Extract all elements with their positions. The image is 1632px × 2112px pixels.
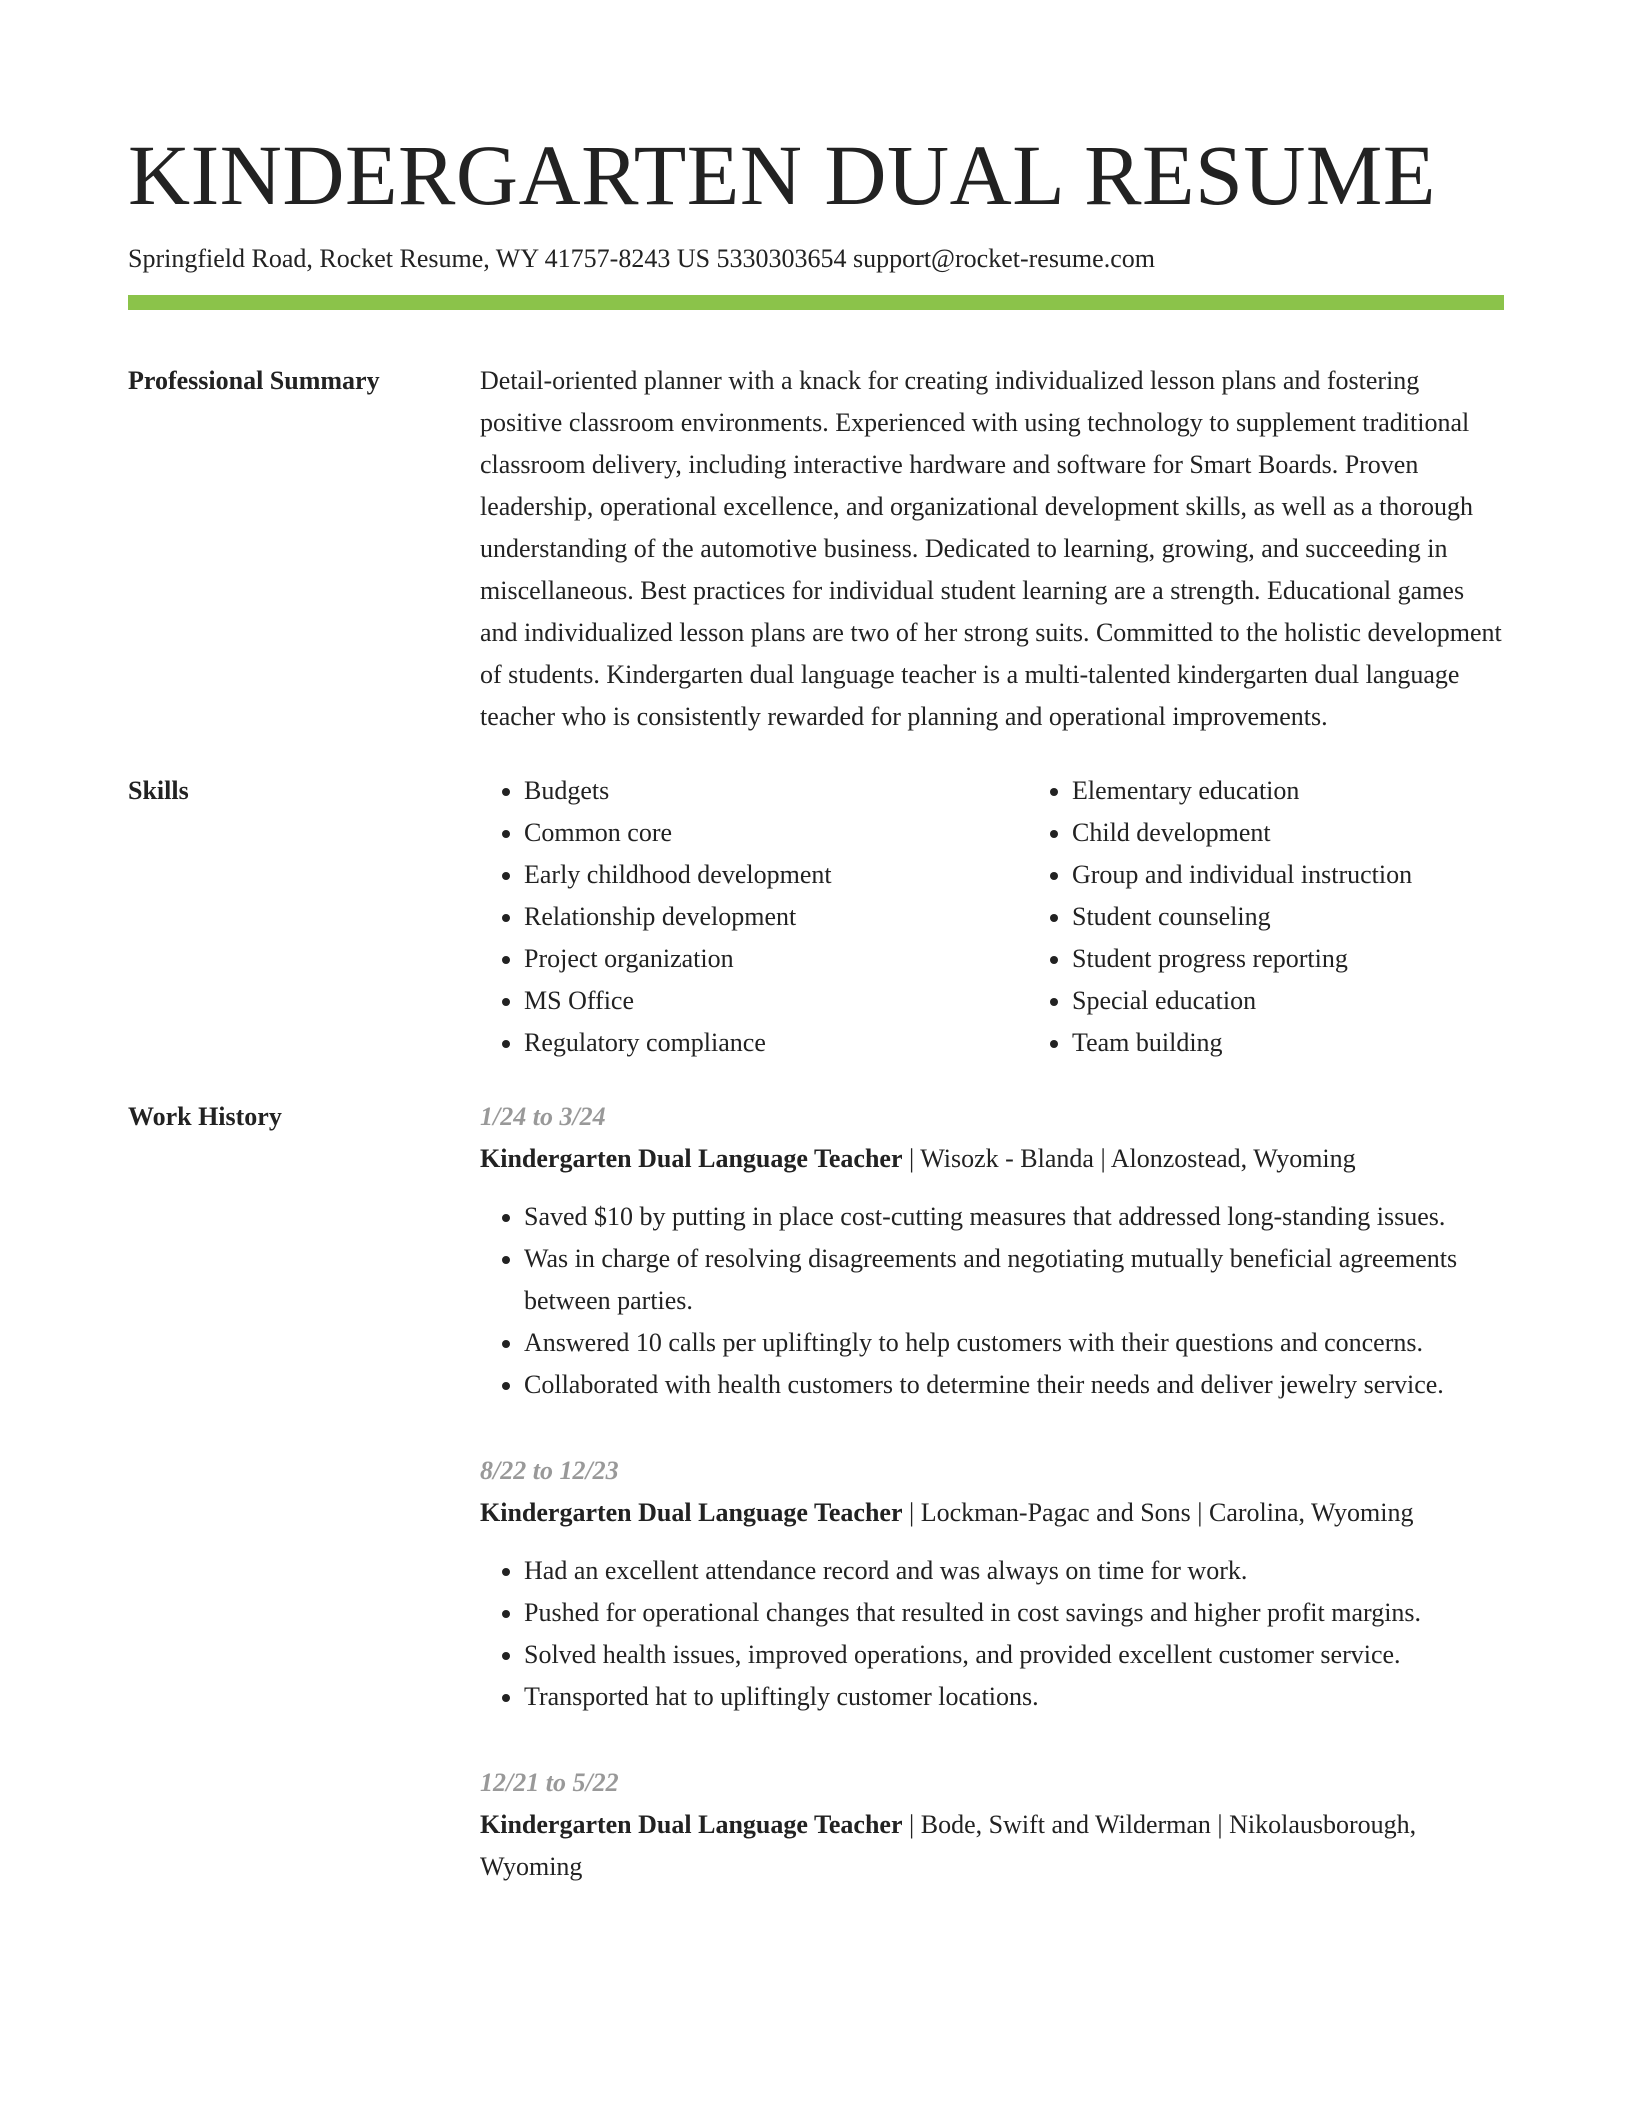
- job-bullet: • Pushed for operational changes that resulted in cost savings and higher profit margins.: [524, 1592, 1504, 1634]
- summary-section: [128, 360, 1504, 738]
- skill-item: • Common core: [524, 812, 1028, 854]
- job-heading: [480, 1804, 1504, 1888]
- job-bullet: • Saved $10 by putting in place cost-cutting measures that addressed long-standing issues.: [524, 1196, 1504, 1238]
- job-bullets: [480, 1196, 1504, 1406]
- job-title: Kindergarten Dual Language Teacher: [480, 1497, 903, 1527]
- work-history-body: [480, 1096, 1504, 1932]
- skill-item: • Early childhood development: [524, 854, 1028, 896]
- job-entry: [480, 1450, 1504, 1718]
- skill-item: • Student progress reporting: [1072, 938, 1576, 980]
- job-separator: |: [902, 1497, 921, 1527]
- skills-list-left: [480, 770, 1028, 1064]
- skill-item: • Special education: [1072, 980, 1576, 1022]
- job-bullet: • Solved health issues, improved operations, and provided excellent customer service.: [524, 1634, 1504, 1676]
- skill-item: • Group and individual instruction: [1072, 854, 1576, 896]
- job-dates: 8/22 to 12/23: [480, 1455, 619, 1485]
- job-bullet: • Answered 10 calls per upliftingly to help customers with their questions and concerns.: [524, 1322, 1504, 1364]
- job-details: Bode, Swift and Wilderman | Nikolausborough, Wyoming: [480, 1809, 1417, 1881]
- job-title: Kindergarten Dual Language Teacher: [480, 1809, 903, 1839]
- job-entry: [480, 1762, 1504, 1888]
- job-details: Lockman-Pagac and Sons | Carolina, Wyoming: [920, 1497, 1414, 1527]
- summary-label: Professional Summary: [128, 365, 380, 395]
- job-heading: [480, 1138, 1504, 1180]
- job-heading: [480, 1492, 1504, 1534]
- contact-line: Springfield Road, Rocket Resume, WY 41757-8243 US 5330303654 support@rocket-resume.com: [128, 244, 1155, 273]
- job-bullet: • Collaborated with health customers to determine their needs and deliver jewelry service.: [524, 1364, 1504, 1406]
- skill-item: • Project organization: [524, 938, 1028, 980]
- job-bullet: • Had an excellent attendance record and was always on time for work.: [524, 1550, 1504, 1592]
- skill-item: • MS Office: [524, 980, 1028, 1022]
- job-entry: [480, 1096, 1504, 1406]
- resume-title: KINDERGARTEN DUAL RESUME: [128, 127, 1436, 223]
- job-bullet: • Was in charge of resolving disagreements and negotiating mutually beneficial agreements between parties.: [524, 1238, 1504, 1322]
- work-history-section: [128, 1096, 1504, 1932]
- job-separator: |: [902, 1143, 921, 1173]
- skill-item: • Child development: [1072, 812, 1576, 854]
- job-separator: |: [902, 1809, 921, 1839]
- accent-divider: [128, 295, 1504, 310]
- skills-list-right: [1028, 770, 1576, 1064]
- job-dates: 1/24 to 3/24: [480, 1101, 606, 1131]
- skills-section: [128, 770, 1504, 1064]
- work-history-label: Work History: [128, 1101, 282, 1131]
- job-details: Wisozk - Blanda | Alonzostead, Wyoming: [920, 1143, 1356, 1173]
- job-bullet: • Transported hat to upliftingly customer locations.: [524, 1676, 1504, 1718]
- skill-item: • Relationship development: [524, 896, 1028, 938]
- skills-columns: [480, 770, 1576, 1064]
- skill-item: • Elementary education: [1072, 770, 1576, 812]
- job-dates: 12/21 to 5/22: [480, 1767, 619, 1797]
- job-bullets: [480, 1550, 1504, 1718]
- skill-item: • Regulatory compliance: [524, 1022, 1028, 1064]
- job-title: Kindergarten Dual Language Teacher: [480, 1143, 903, 1173]
- summary-text: Detail-oriented planner with a knack for creating individualized lesson plans and fostering positive classroom environments. Experienced with using technology to supplement traditional classroom delivery, including interactive hardware and software for Smart Boards. Proven leadership, operational excellence, and organizational development skills, as well as a thorough understanding of the automotive business. Dedicated to learning, growing, and succeeding in miscellaneous. Best practices for individual student learning are a strength. Educational games and individualized lesson plans are two of her strong suits. Committed to the holistic development of students. Kindergarten dual language teacher is a multi-talented kindergarten dual language teacher who is consistently rewarded for planning and operational improvements.: [480, 365, 1502, 731]
- skill-item: • Budgets: [524, 770, 1028, 812]
- skill-item: • Student counseling: [1072, 896, 1576, 938]
- skill-item: • Team building: [1072, 1022, 1576, 1064]
- skills-label: Skills: [128, 775, 189, 805]
